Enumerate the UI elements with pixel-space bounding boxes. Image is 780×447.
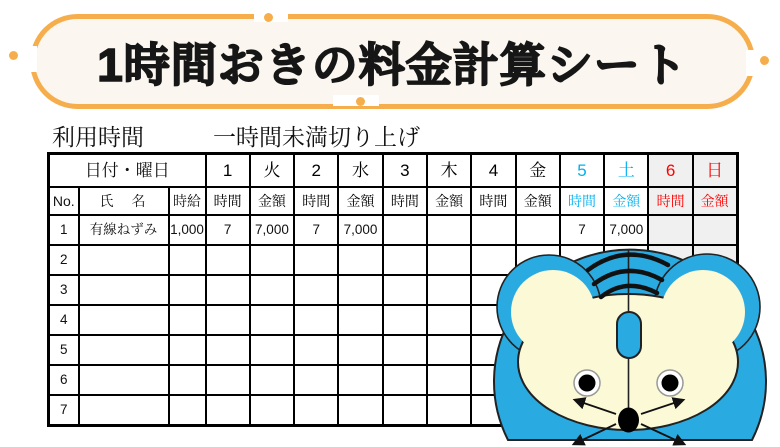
banner-dot-left <box>9 51 18 60</box>
banner-dot-bottom <box>356 97 365 106</box>
banner-dot-right <box>760 56 769 65</box>
data-cell <box>206 245 250 275</box>
data-cell <box>294 395 338 426</box>
name-cell <box>79 395 169 426</box>
name-cell: 有線ねずみ <box>79 215 169 245</box>
banner-dot-top <box>264 13 273 22</box>
day-number-cell: 3 <box>383 154 427 188</box>
rounding-note: 一時間未満切り上げ <box>213 124 420 150</box>
name-cell <box>79 335 169 365</box>
data-cell <box>294 305 338 335</box>
data-cell <box>338 275 382 305</box>
row-number-cell: 5 <box>49 335 79 365</box>
data-cell <box>294 275 338 305</box>
data-cell <box>250 275 294 305</box>
wage-cell <box>169 335 206 365</box>
name-column-header: 氏 名 <box>79 187 169 215</box>
row-number-cell: 7 <box>49 395 79 426</box>
wage-cell <box>169 365 206 395</box>
amount-column-header: 金額 <box>427 187 471 215</box>
data-cell: 7,000 <box>338 215 382 245</box>
data-cell <box>250 305 294 335</box>
day-number-cell: 6 <box>648 154 692 188</box>
name-cell <box>79 275 169 305</box>
data-cell <box>338 245 382 275</box>
data-cell <box>338 395 382 426</box>
amount-column-header: 金額 <box>604 187 648 215</box>
data-cell <box>338 365 382 395</box>
data-cell <box>383 335 427 365</box>
data-cell <box>206 275 250 305</box>
data-cell <box>294 365 338 395</box>
no-column-header: No. <box>49 187 79 215</box>
data-cell <box>383 275 427 305</box>
row-number-cell: 4 <box>49 305 79 335</box>
amount-column-header: 金額 <box>338 187 382 215</box>
weekday-cell: 日 <box>693 154 737 188</box>
data-cell <box>250 365 294 395</box>
data-cell: 7 <box>560 215 604 245</box>
page-title: 1時間おきの料金計算シート <box>97 38 688 91</box>
day-number-cell: 1 <box>206 154 250 188</box>
row-number-cell: 6 <box>49 365 79 395</box>
name-cell <box>79 365 169 395</box>
amount-column-header: 金額 <box>693 187 737 215</box>
data-cell <box>206 365 250 395</box>
wage-cell: 1,000 <box>169 215 206 245</box>
data-cell <box>427 365 471 395</box>
row-number-cell: 1 <box>49 215 79 245</box>
mouse-mascot-illustration <box>480 240 780 447</box>
data-cell <box>294 335 338 365</box>
name-cell <box>79 245 169 275</box>
usage-time-label: 利用時間 <box>52 124 144 150</box>
wage-cell <box>169 305 206 335</box>
data-cell: 7,000 <box>250 215 294 245</box>
day-number-cell: 4 <box>471 154 515 188</box>
day-number-cell: 2 <box>294 154 338 188</box>
wage-cell <box>169 275 206 305</box>
wage-cell <box>169 395 206 426</box>
row-number-cell: 3 <box>49 275 79 305</box>
data-cell: 7,000 <box>604 215 648 245</box>
data-cell <box>427 275 471 305</box>
weekday-cell: 水 <box>338 154 382 188</box>
data-cell <box>383 245 427 275</box>
data-cell: 7 <box>206 215 250 245</box>
data-cell <box>427 335 471 365</box>
data-cell <box>250 245 294 275</box>
data-cell <box>383 215 427 245</box>
weekday-cell: 木 <box>427 154 471 188</box>
amount-column-header: 金額 <box>516 187 560 215</box>
mouse-left-inner-ear <box>511 270 595 354</box>
row-number-cell: 2 <box>49 245 79 275</box>
banner-gap-left <box>28 46 37 72</box>
weekday-cell: 金 <box>516 154 560 188</box>
data-cell <box>338 335 382 365</box>
data-cell <box>383 395 427 426</box>
data-cell <box>427 305 471 335</box>
weekday-cell: 土 <box>604 154 648 188</box>
wage-column-header: 時給 <box>169 187 206 215</box>
data-cell <box>206 335 250 365</box>
hours-column-header: 時間 <box>471 187 515 215</box>
data-cell <box>206 395 250 426</box>
data-cell <box>383 305 427 335</box>
data-cell <box>206 305 250 335</box>
data-cell <box>383 365 427 395</box>
data-cell <box>294 245 338 275</box>
day-number-cell: 5 <box>560 154 604 188</box>
mouse-right-inner-ear <box>661 270 745 354</box>
weekday-cell: 火 <box>250 154 294 188</box>
name-cell <box>79 305 169 335</box>
scroll-wheel <box>617 312 641 358</box>
data-cell <box>250 335 294 365</box>
hours-column-header: 時間 <box>294 187 338 215</box>
hours-column-header: 時間 <box>648 187 692 215</box>
hours-column-header: 時間 <box>383 187 427 215</box>
data-cell <box>250 395 294 426</box>
data-cell <box>427 395 471 426</box>
title-banner <box>30 14 755 109</box>
data-cell: 7 <box>294 215 338 245</box>
banner-gap-right <box>746 50 757 76</box>
hours-column-header: 時間 <box>206 187 250 215</box>
data-cell <box>427 245 471 275</box>
date-weekday-header: 日付・曜日 <box>49 154 206 188</box>
data-cell <box>338 305 382 335</box>
data-cell <box>427 215 471 245</box>
wage-cell <box>169 245 206 275</box>
hours-column-header: 時間 <box>560 187 604 215</box>
amount-column-header: 金額 <box>250 187 294 215</box>
